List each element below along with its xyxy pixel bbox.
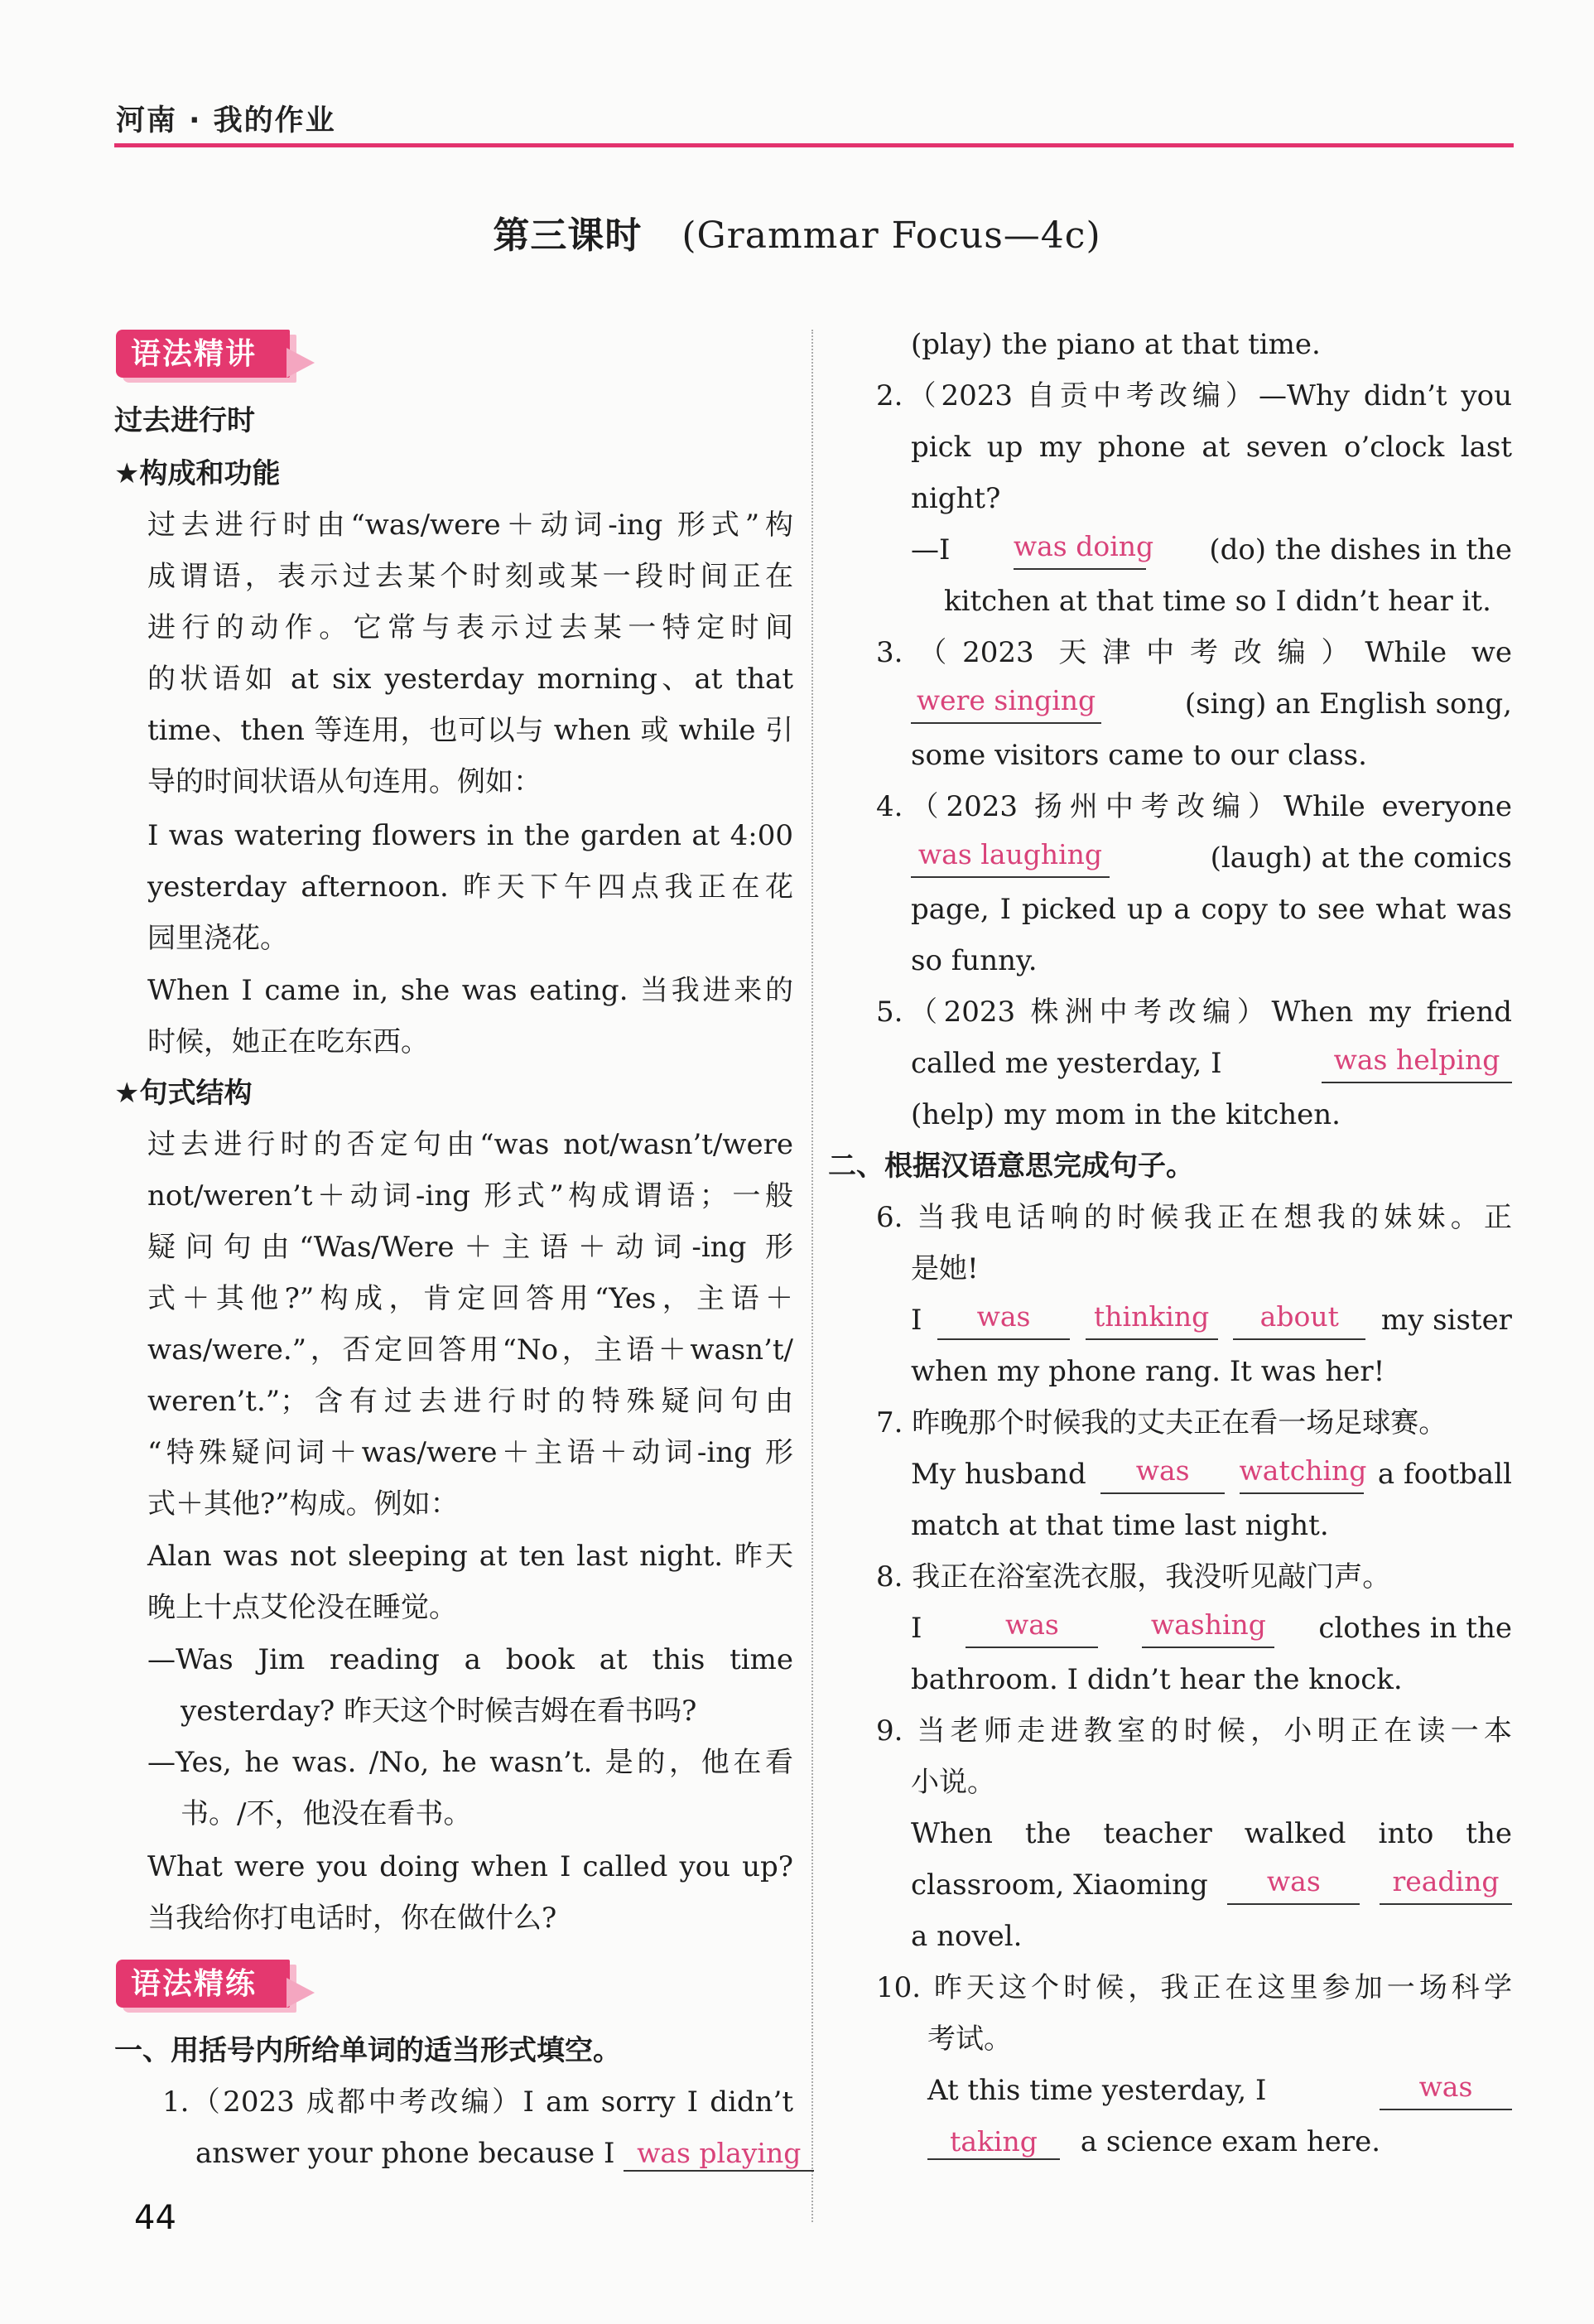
q8-answer-blank-2[interactable]: washing	[1142, 1608, 1274, 1648]
p2-line: 式＋其他?”构成，肯定回答用“Yes，主语＋	[147, 1282, 793, 1315]
q4-text: (laugh) at the comics	[1210, 841, 1512, 875]
q9-answer-blank-2[interactable]: reading	[1380, 1865, 1512, 1905]
q6-text: I	[911, 1304, 922, 1337]
example-line: 时候，她正在吃东西。	[147, 1025, 429, 1058]
q9-cn: 9. 当老师走进教室的时候，小明正在读一本	[876, 1714, 1512, 1748]
q2-line: 2.（2023 自贡中考改编）—Why didn’t you	[876, 379, 1512, 412]
q7-answer-blank-1[interactable]: was	[1100, 1454, 1225, 1494]
q6-answer-blank-3[interactable]: about	[1233, 1300, 1365, 1340]
q8-answer-blank-1[interactable]: was	[966, 1608, 1098, 1648]
lesson-title	[0, 205, 1594, 258]
p1-line: time、then 等连用，也可以与 when 或 while 引	[147, 714, 793, 747]
q4-answer-line	[911, 838, 1512, 878]
section1-heading: 一、用括号内所给单词的适当形式填空。	[114, 2034, 621, 2067]
q10-text: a science exam here.	[1080, 2125, 1381, 2158]
q4-line: so funny.	[911, 944, 1038, 977]
p2-line: was/were.”，否定回答用“No，主语＋wasn’t/	[147, 1333, 793, 1367]
q9-cn: 小说。	[911, 1766, 995, 1799]
q2-answer-blank[interactable]: was doing	[1014, 530, 1146, 570]
q8-cn: 8. 我正在浴室洗衣服，我没听见敲门声。	[876, 1560, 1391, 1594]
q9-text: classroom, Xiaoming	[911, 1868, 1208, 1902]
q1-line	[195, 2134, 814, 2173]
q2-line: kitchen at that time so I didn’t hear it.	[944, 585, 1491, 618]
p2-line: 过去进行时的否定句由“was not/wasn’t/were	[147, 1128, 793, 1161]
q5-text: called me yesterday, I	[911, 1047, 1222, 1080]
badge-grammar-practice: 语法精练	[116, 1960, 290, 2008]
q6-answer-blank-2[interactable]: thinking	[1086, 1300, 1218, 1340]
header-rule	[114, 143, 1514, 147]
q10-answer-line-2	[927, 2122, 1380, 2162]
section2-heading: 二、根据汉语意思完成句子。	[828, 1150, 1194, 1183]
p2-line: 疑问句由“Was/Were＋主语＋动词-ing 形	[147, 1231, 793, 1264]
p2-line: weren’t.”；含有过去进行时的特殊疑问句由	[147, 1385, 793, 1418]
q9-answer-line	[911, 1865, 1512, 1905]
q7-text: a football	[1377, 1458, 1512, 1491]
q5-answer-blank[interactable]: was helping	[1322, 1044, 1512, 1083]
example-line: What were you doing when I called you up?	[147, 1850, 793, 1883]
example-line: —Was Jim reading a book at this time	[147, 1643, 793, 1676]
p1-line: 进行的动作。它常与表示过去某一特定时间	[147, 611, 793, 644]
column-divider	[811, 330, 813, 2222]
q8-answer-line	[911, 1608, 1512, 1648]
q2-line: night?	[911, 482, 1001, 515]
q2-answer-line	[911, 530, 1512, 570]
page-number: 44	[134, 2199, 176, 2237]
q4-answer-blank[interactable]: was laughing	[911, 838, 1110, 878]
q7-answer-blank-2[interactable]: watching	[1240, 1454, 1364, 1494]
p1-line: 导的时间状语从句连用。例如：	[147, 765, 542, 798]
q10-answer-blank-2[interactable]: taking	[927, 2125, 1060, 2160]
q1-continuation: (play) the piano at that time.	[911, 328, 1321, 361]
q3-answer-line	[911, 684, 1512, 724]
q6-line: when my phone rang. It was her!	[911, 1355, 1385, 1388]
p2-line: “特殊疑问词＋was/were＋主语＋动词-ing 形	[147, 1436, 793, 1469]
q10-answer-line	[927, 2071, 1512, 2110]
q1-text: answer your phone because I	[195, 2137, 615, 2170]
example-line: 晚上十点艾伦没在睡觉。	[147, 1591, 457, 1624]
page-header: 河南 · 我的作业	[116, 104, 336, 137]
q3-answer-blank[interactable]: were singing	[911, 684, 1101, 724]
q7-text: My husband	[911, 1458, 1086, 1491]
q8-line: bathroom. I didn’t hear the knock.	[911, 1663, 1403, 1696]
q5-answer-line	[911, 1044, 1512, 1083]
heading-form-function: ★构成和功能	[114, 457, 281, 490]
q6-answer-line	[911, 1300, 1512, 1340]
q10-text: At this time yesterday, I	[927, 2074, 1267, 2107]
lesson-title-cn: 第三课时	[493, 215, 643, 257]
example-line: I was watering flowers in the garden at 4:00	[147, 819, 793, 852]
q7-cn: 7. 昨晚那个时候我的丈夫正在看一场足球赛。	[876, 1406, 1447, 1439]
q9-line: a novel.	[911, 1920, 1023, 1953]
q2-line: pick up my phone at seven o’clock last	[911, 431, 1512, 464]
q2-dash: —I	[911, 533, 951, 567]
q1-answer-blank[interactable]: was playing	[624, 2137, 814, 2172]
example-line: —Yes, he was. /No, he wasn’t. 是的，他在看	[147, 1746, 793, 1779]
q10-answer-blank-1[interactable]: was	[1380, 2071, 1512, 2110]
q2-text: (do) the dishes in the	[1209, 533, 1512, 567]
heading-sentence-structure: ★句式结构	[114, 1077, 253, 1110]
q3-line: some visitors came to our class.	[911, 739, 1367, 772]
q6-cn: 是她!	[911, 1252, 979, 1285]
q10-cn: 考试。	[927, 2023, 1012, 2056]
topic-heading: 过去进行时	[114, 404, 255, 437]
q6-answer-blank-1[interactable]: was	[937, 1300, 1070, 1340]
example-line: 书。/不，他没在看书。	[181, 1797, 472, 1830]
q3-line: 3.（2023 天津中考改编）While we	[876, 636, 1512, 669]
q5-line: 5.（2023 株洲中考改编）When my friend	[876, 996, 1512, 1029]
q9-line: When the teacher walked into the	[911, 1817, 1512, 1850]
q10-cn: 10. 昨天这个时候，我正在这里参加一场科学	[876, 1971, 1512, 2004]
example-line: yesterday afternoon. 昨天下午四点我正在花	[147, 870, 793, 904]
lesson-title-en: (Grammar Focus—4c)	[681, 215, 1101, 257]
badge-grammar-explain: 语法精讲	[116, 330, 290, 378]
p2-line: 式＋其他?”构成。例如：	[147, 1487, 459, 1521]
q5-line: (help) my mom in the kitchen.	[911, 1098, 1341, 1131]
q4-line: 4.（2023 扬州中考改编）While everyone	[876, 790, 1512, 823]
q6-text: my sister	[1380, 1304, 1512, 1337]
q8-text: clothes in the	[1318, 1612, 1512, 1645]
example-line: 园里浇花。	[147, 922, 288, 955]
q4-line: page, I picked up a copy to see what was	[911, 893, 1512, 926]
example-line: When I came in, she was eating. 当我进来的	[147, 974, 793, 1007]
q3-text: (sing) an English song,	[1184, 687, 1512, 721]
p1-line: 过去进行时由“was/were＋动词-ing 形式”构	[147, 509, 793, 542]
q1-line: 1.（2023 成都中考改编）I am sorry I didn’t	[162, 2085, 793, 2119]
example-line: yesterday? 昨天这个时候吉姆在看书吗?	[181, 1695, 697, 1728]
q8-text: I	[911, 1612, 922, 1645]
q7-answer-line	[911, 1454, 1512, 1494]
p1-line: 成谓语，表示过去某个时刻或某一段时间正在	[147, 560, 793, 593]
q6-cn: 6. 当我电话响的时候我正在想我的妹妹。正	[876, 1201, 1512, 1234]
example-line: 当我给你打电话时，你在做什么?	[147, 1902, 557, 1935]
example-line: Alan was not sleeping at ten last night. 昨天	[147, 1540, 793, 1573]
q9-answer-blank-1[interactable]: was	[1227, 1865, 1360, 1905]
p2-line: not/weren’t＋动词-ing 形式”构成谓语；一般	[147, 1179, 793, 1213]
q7-line: match at that time last night.	[911, 1509, 1329, 1542]
p1-line: 的状语如 at six yesterday morning、at that	[147, 663, 793, 696]
